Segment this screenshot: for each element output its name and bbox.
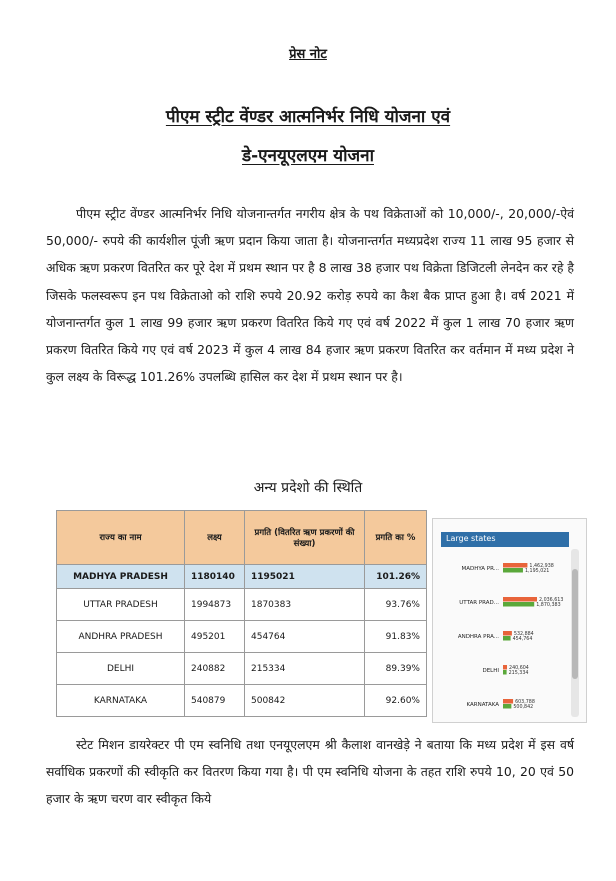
cell-progress: 1870383 xyxy=(245,589,365,621)
chart-category-label: UTTAR PRAD... xyxy=(459,600,499,606)
cell-state: DELHI xyxy=(57,653,185,685)
chart-title: Large states xyxy=(441,532,569,547)
chart-bar xyxy=(503,636,511,641)
chart-bar xyxy=(503,563,527,568)
subheading: अन्य प्रदेशो की स्थिति xyxy=(253,480,363,496)
chart-bar xyxy=(503,670,507,675)
chart-bar xyxy=(503,699,513,704)
cell-target: 495201 xyxy=(185,621,245,653)
chart-bar xyxy=(503,597,537,602)
title-line-2: डे-एनयूएलएम योजना xyxy=(242,146,374,166)
paragraph-1: पीएम स्ट्रीट वेंण्डर आत्मनिर्भर निधि योजनान्तर्गत नगरीय क्षेत्र के पथ विक्रेताओं को 10,000/-, 20,000/-ऐवं 50,000/- रुपये की कार्यशील पूंजी ऋण प्रदान किया जाता है। योजनान्तर्गत मध्यप्रदेश राज्य 11 लाख 95 हजार से अधिक ऋण प्रकरण वितरित कर पूरे देश में प्रथम स्थान पर है 8 लाख 38 हजार पथ विक्रेता डिजिटली लेनदेन कर रहे है जिसके फलस्वरूप इन पथ विक्रेताओ को राशि रुपये 20.92 करोड़ रुपये का कैश बैक प्राप्त हुआ है। वर्ष 2021 में योजनान्तर्गत कुल 1 लाख 99 हजार ऋण प्रकरण वितरित किये गए एवं वर्ष 2022 में कुल 1 लाख 70 हजार ऋण प्रकरण वितरित किये गए एवं वर्ष 2023 में कुल 4 लाख 84 हजार ऋण प्रकरण वितरित कर वर्तमान में मध्य प्रदेश ने कुल लक्ष्य के विरूद्ध 101.26% उपलब्धि हासिल कर देश में प्रथम स्थान पर है। xyxy=(46,206,574,385)
chart-data-label: 1,195,021 xyxy=(524,569,550,574)
chart-bar xyxy=(503,602,534,607)
header-progress: प्रगति (वितरित ऋण प्रकरणों की संख्या) xyxy=(245,511,365,565)
chart-scrollbar-thumb[interactable] xyxy=(572,569,578,679)
cell-percent: 89.39% xyxy=(365,653,427,685)
cell-state: ANDHRA PRADESH xyxy=(57,621,185,653)
large-states-chart xyxy=(441,549,569,721)
chart-data-label: 500,842 xyxy=(513,705,534,710)
cell-target: 1994873 xyxy=(185,589,245,621)
title-line-1: पीएम स्ट्रीट वेंण्डर आत्मनिर्भर निधि योजना एवं xyxy=(165,107,451,127)
large-states-chart-panel xyxy=(432,518,587,723)
header-percent: प्रगति का % xyxy=(365,511,427,565)
cell-percent: 93.76% xyxy=(365,589,427,621)
chart-category-label: MADHYA PR... xyxy=(461,566,499,572)
table-header-row xyxy=(57,511,427,565)
chart-bar xyxy=(503,704,511,709)
chart-category-label: ANDHRA PRA... xyxy=(457,634,499,640)
cell-target: 240882 xyxy=(185,653,245,685)
cell-state: UTTAR PRADESH xyxy=(57,589,185,621)
cell-progress: 500842 xyxy=(245,685,365,717)
press-note-heading: प्रेस नोट xyxy=(289,47,327,62)
states-table-wrap xyxy=(56,510,427,717)
chart-data-label: 1,462,938 xyxy=(529,564,554,569)
header-state: राज्य का नाम xyxy=(57,511,185,565)
table-row xyxy=(57,621,427,653)
cell-target: 540879 xyxy=(185,685,245,717)
chart-data-label: 2,036,613 xyxy=(539,598,564,603)
chart-bar xyxy=(503,631,512,636)
chart-data-label: 532,884 xyxy=(513,632,534,637)
cell-progress: 215334 xyxy=(245,653,365,685)
chart-data-label: 1,870,383 xyxy=(536,603,561,608)
chart-data-label: 454,764 xyxy=(512,637,533,642)
chart-bar xyxy=(503,665,507,670)
cell-progress: 454764 xyxy=(245,621,365,653)
chart-scrollbar[interactable] xyxy=(571,549,579,717)
chart-category-label: KARNATAKA xyxy=(466,702,499,708)
cell-state: KARNATAKA xyxy=(57,685,185,717)
chart-category-label: DELHI xyxy=(482,668,499,674)
table-row xyxy=(57,565,427,589)
cell-state: MADHYA PRADESH xyxy=(57,565,185,589)
chart-data-label: 240,604 xyxy=(509,666,529,671)
table-row xyxy=(57,589,427,621)
paragraph-2: स्टेट मिशन डायरेक्टर पी एम स्वनिधि तथा एनयूएलएम श्री कैलाश वानखेड़े ने बताया कि मध्य प्रदेश में इस वर्ष सर्वाधिक प्रकरणों की स्वीकृति कर वितरण किया गया है। पी एम स्वनिधि योजना के तहत राशि रुपये 10, 20 एवं 50 हजार के ऋण चरण वार स्वीकृत किये xyxy=(46,737,574,807)
cell-progress: 1195021 xyxy=(245,565,365,589)
chart-data-label: 603,788 xyxy=(515,700,535,705)
cell-percent: 92.60% xyxy=(365,685,427,717)
cell-percent: 91.83% xyxy=(365,621,427,653)
states-table xyxy=(56,510,427,717)
cell-target: 1180140 xyxy=(185,565,245,589)
cell-percent: 101.26% xyxy=(365,565,427,589)
table-row xyxy=(57,685,427,717)
chart-bar xyxy=(503,568,523,573)
table-row xyxy=(57,653,427,685)
chart-data-label: 215,334 xyxy=(508,671,529,676)
header-target: लक्ष्य xyxy=(185,511,245,565)
